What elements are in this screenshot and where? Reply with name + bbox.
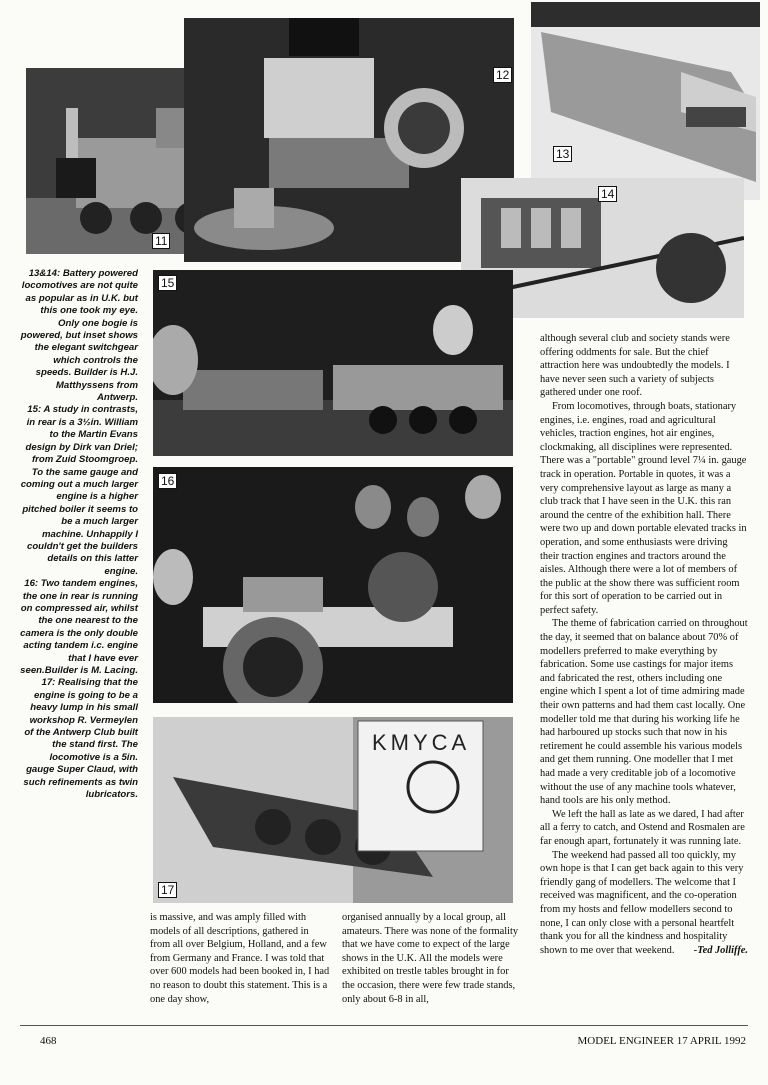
body-column-1-text: is massive, and was amply filled with models of all descriptions, gathered in from all over Belgium, Holland, and a few from Germany and France. I was told that over 600 models had been booked in, I had no reason to doubt this statement. This is a one day show, [150,912,330,1005]
body-column-1 [150,911,330,1006]
right-paragraph-1: although several club and society stands were offering oddments for sale. But the chief attraction here was undoubtedly the models. I have never seen such a variety of subjects gathered under one roof. [540,333,730,399]
body-column-2-text: organised annually by a local group, all amateurs. There was none of the formality that we have come to expect of the large shows in the U.K. All the models were exhibited on trestle tables brought in for the occasion, there were few trade stands, only about 6-8 in all, [342,912,519,1005]
footer-rule [20,1025,748,1026]
photo-13 [531,2,760,200]
photo-label-14: 14 [598,186,617,202]
photo-label-15: 15 [158,275,177,291]
right-paragraph-2: From locomotives, through boats, stationary engines, i.e. engines, road and agricultural vehicles, traction engines, hot air engines, clockmaking, all disciplines were represented. There was a "portable" ground level 7¼ in. gauge track in operation. Portable in quotes, it was a very comprehensive layout as large as many a club track that I have seen in the U.K. this ran around the centre of the exhibition hall. There were two up and down portable elevated tracks in operation, and some enthusiasts were driving their traction engines and tractors around the aisles. Although there were a lot of members of the public at the show there was sufficient room for this sort of operation to be carried out in perfect safety. [540,400,747,616]
right-paragraph-3: The theme of fabrication carried on throughout the day, it seemed that on balance about 70% of modellers preferred to make everything by fabrication. Some use castings for major items and fabricated the rest, others including one engine which I spent a lot of time admiring made their own patterns and had them cast locally. One modeller told me that during his working life he had harboured up stocks such that now in his retirement he could assemble his various models and get them running. One modeller that I met had made a very creditable job of a locomotive without the use of any machine tools whatever, hand tools are his only method. [540,618,748,807]
photo-label-12: 12 [493,67,512,83]
body-column-3 [540,332,748,957]
right-paragraph-4: We left the hall as late as we dared, I had after all a ferry to catch, and Ostend and Rosmalen are far enough apart, fortunately it was running late. [540,808,745,847]
page-number: 468 [40,1035,57,1047]
photo-captions [20,268,138,801]
tandem-engines-photo [153,467,513,703]
caption-13-14: 13&14: Battery powered locomotives are not quite as popular as in U.K. but this one took my eye. Only one bogie is powered, but inset shows the elegant switchgear which controls the speeds. Builder is H.J. Matthyssens from Antwerp. [20,268,138,404]
two-locomotives-photo [153,270,513,456]
magazine-issue: MODEL ENGINEER 17 APRIL 1992 [577,1035,746,1047]
photo-16 [153,467,513,703]
battery-locomotive-photo [531,2,760,200]
caption-16: 16: Two tandem engines, the one in rear is running on compressed air, whilst the one nearest to the camera is the only double acting tandem i.c. engine that I have ever seen.Builder is M. Lacing. [20,578,138,676]
right-paragraph-5: The weekend had passed all too quickly, my own hope is that I can get back again to this very friendly gang of modellers. The welcome that I received was magnificent, and the co-operation from my hosts and fellow modellers second to none, I can only close with a personal heartfelt thank you for all the kindness and hospitality shown to me over that weekend. [540,849,744,956]
body-column-2 [342,911,522,1006]
caption-15: 15: A study in contrasts, in rear is a 3½in. William to the Martin Evans design by Dirk van Driel; from Zuid Stoomgroep. To the same gauge and coming out a much larger engine is a higher pitched boiler it seems to be a much larger machine. Unhappily I couldn't get the builders details on this latter engine. [20,404,138,577]
author-signature: -Ted Jolliffe. [693,944,748,956]
photo-label-11: 11 [152,233,170,249]
photo-label-13: 13 [553,146,572,162]
photo-label-17: 17 [158,882,177,898]
caption-17: 17: Realising that the engine is going to be a heavy lump in his small workshop R. Vermeylen of the Antwerp Club built the stand first. The locomotive is a 5in. gauge Super Claud, with such refinements as twin lubricators. [23,677,138,801]
club-sign-text: KMYCA [372,730,471,755]
photo-label-16: 16 [158,473,177,489]
photo-15 [153,270,513,456]
